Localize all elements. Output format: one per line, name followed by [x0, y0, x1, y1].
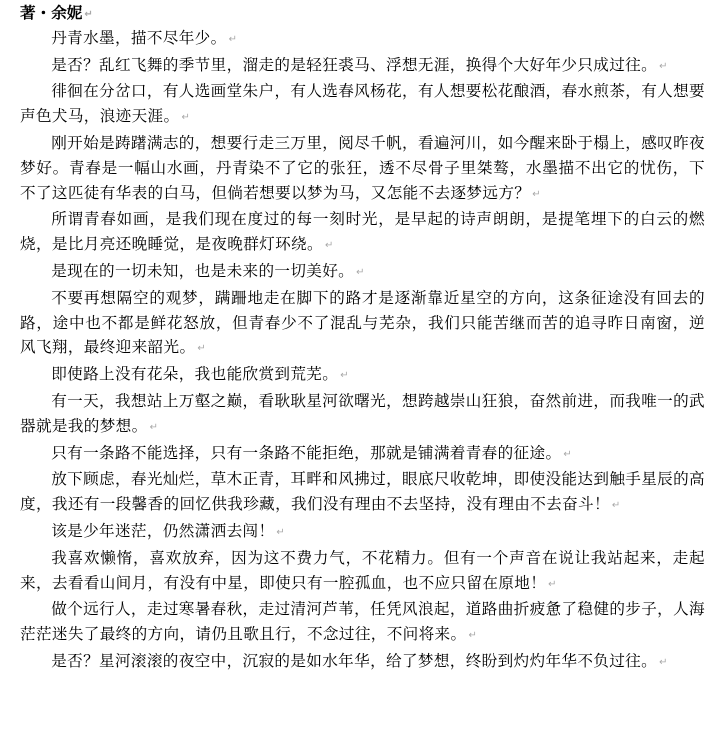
paragraph — [20, 259, 705, 286]
paragraph — [20, 286, 705, 362]
author-line — [20, 0, 705, 26]
paragraph-text: 是现在的一切未知，也是未来的一切美好。 — [51, 261, 355, 280]
paragraph-text: 是否？乱红飞舞的季节里，溜走的是轻狂裘马、浮想无涯，换得个大好年少只成过往。 — [51, 55, 658, 74]
paragraph-text: 只有一条路不能选择，只有一条路不能拒绝，那就是铺满着青春的征途。 — [51, 443, 562, 462]
paragraph-text: 我喜欢懒惰，喜欢放弃，因为这不费力气，不花精力。但有一个声音在说让我站起来，走起来，去看看山间月，有没有中星，即使只有一腔孤血，也不应只留在原地！ — [20, 548, 705, 592]
paragraph — [20, 519, 705, 546]
paragraph-text: 是否？星河滚滚的夜空中，沉寂的是如水年华，给了梦想，终盼到灼灼年华不负过往。 — [51, 651, 658, 670]
paragraph-text: 徘徊在分岔口，有人选画堂朱户，有人选春风杨花，有人想要松花酿酒，春水煎茶，有人想要声色犬马，浪迹天涯。 — [20, 82, 705, 126]
paragraph-mark-icon: ↵ — [532, 188, 541, 200]
paragraph — [20, 53, 705, 80]
paragraph — [20, 546, 705, 598]
paragraph-mark-icon: ↵ — [340, 370, 349, 382]
paragraph-mark-icon: ↵ — [659, 656, 668, 668]
paragraph — [20, 207, 705, 259]
paragraph-text: 该是少年迷茫，仍然潇洒去闯！ — [51, 521, 275, 540]
paragraph — [20, 649, 705, 676]
paragraph — [20, 441, 705, 468]
paragraph — [20, 389, 705, 441]
paragraph-mark-icon: ↵ — [356, 266, 365, 278]
paragraph — [20, 597, 705, 649]
paragraph-mark-icon: ↵ — [149, 421, 158, 433]
paragraph-text: 所谓青春如画，是我们现在度过的每一刻时光，是早起的诗声朗朗，是提笔埋下的白云的燃烧，是比月亮还晚睡觉，是夜晚群灯环绕。 — [20, 210, 705, 254]
paragraph — [20, 362, 705, 389]
paragraph-mark-icon: ↵ — [563, 448, 572, 460]
paragraph-mark-icon: ↵ — [659, 60, 668, 72]
paragraph-text: 做个远行人，走过寒暑春秋，走过清河芦苇，任凭风浪起，道路曲折疲惫了稳健的步子，人海茫茫迷失了最终的方向，请仍且歌且行，不念过往，不问将来。 — [20, 600, 705, 644]
paragraph-mark-icon: ↵ — [197, 343, 206, 355]
paragraph-mark-icon: ↵ — [324, 240, 334, 252]
paragraph-mark-icon: ↵ — [468, 630, 477, 642]
paragraph-text: 有一天，我想站上万壑之巅，看耿耿星河欲曙光，想跨越崇山狂狼，奋然前进，而我唯一的武器就是我的梦想。 — [20, 391, 705, 435]
author-text: 著・余妮 — [20, 4, 83, 22]
paragraph-text: 刚开始是踌躇满志的，想要行走三万里，阅尽千帆，看遍河川，如今醒来卧于榻上，感叹昨夜梦好。青春是一幅山水画，丹青染不了它的张狂，透不尽骨子里桀骜，水墨描不出它的忧伤，下不了这匹徒有华表的白马，但倘若想要以梦为马，又怎能不去逐梦远方？ — [20, 133, 705, 202]
paragraph-text: 不要再想隔空的观梦，蹒跚地走在脚下的路才是逐渐靠近星空的方向，这条征途没有回去的路，途中也不都是鲜花怒放，但青春少不了混乱与芜杂，我们只能苦继而苦的追寻昨日南窗，逆风飞翔，最终迎来韶光。 — [20, 288, 705, 357]
paragraph-mark-icon: ↵ — [84, 9, 93, 20]
paragraph-mark-icon: ↵ — [181, 112, 190, 124]
paragraph-mark-icon: ↵ — [228, 33, 237, 45]
paragraph-mark-icon: ↵ — [611, 500, 621, 512]
paragraph — [20, 467, 705, 519]
paragraph — [20, 79, 705, 131]
paragraph — [20, 26, 705, 53]
paragraph-text: 即使路上没有花朵，我也能欣赏到荒芜。 — [51, 365, 339, 384]
paragraph-mark-icon: ↵ — [548, 578, 557, 590]
paragraph-text: 丹青水墨，描不尽年少。 — [51, 28, 227, 47]
paragraph — [20, 131, 705, 207]
paragraph-text: 放下顾虑，春光灿烂，草木正青，耳畔和风拂过，眼底尺收乾坤，即使没能达到触手星辰的高度，我还有一段馨香的回忆供我珍藏，我们没有理由不去坚持，没有理由不去奋斗！ — [20, 470, 705, 514]
paragraph-mark-icon: ↵ — [276, 526, 285, 538]
